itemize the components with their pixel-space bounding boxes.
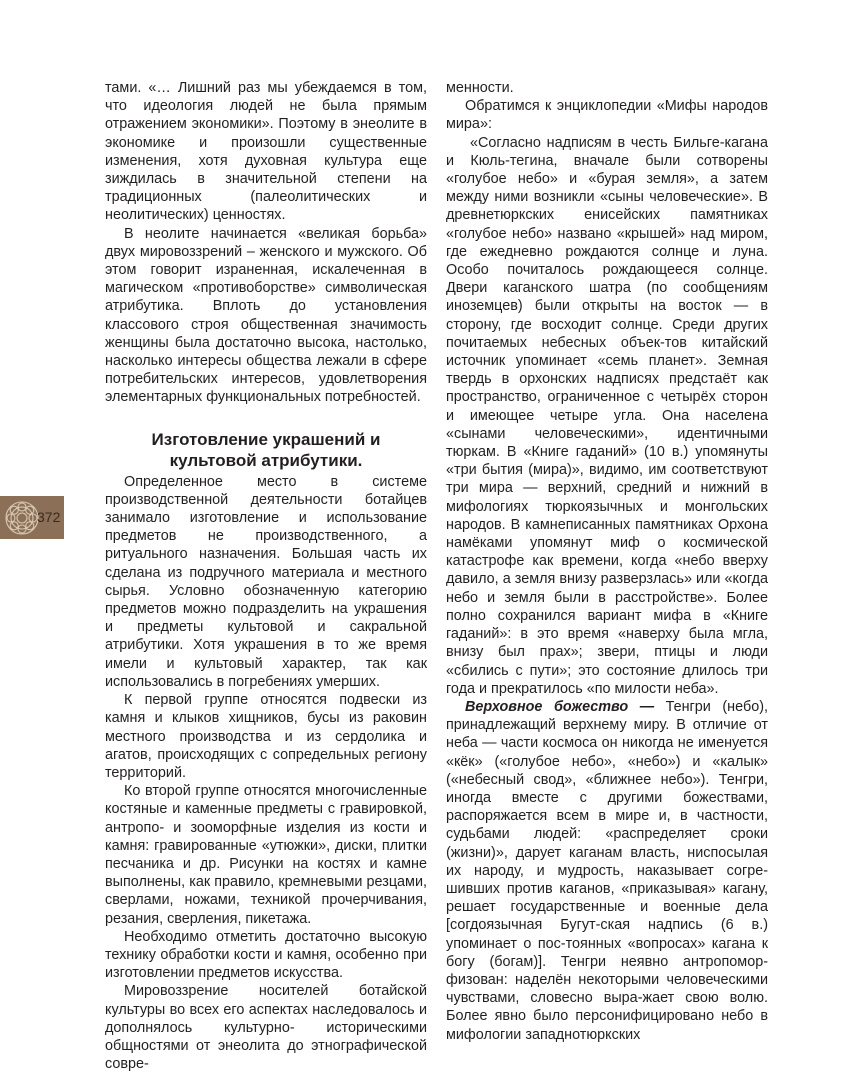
emphasis-term: Верховное божество — <box>465 698 655 715</box>
right-column <box>446 79 768 1044</box>
paragraph: тами. «… Лишний раз мы убеждаемся в том, что идеология людей не была прямым отражением экономики». Поэтому в энеолите в экономике и произошли существенные изменения, хотя духовная культура еще зиждилась в значительной степени на традиционных (палеолитических и неолитических) ценностях. <box>105 80 427 224</box>
section-heading <box>105 429 427 471</box>
left-column <box>105 79 427 1073</box>
paragraph <box>446 698 768 1044</box>
page-number: 372 <box>37 509 61 525</box>
paragraph: Определенное место в системе производственной деятельности ботайцев занимало изготовление и использование предметов не производственного, а ритуального назначения. Большая часть их сделана из подручного материала и местного сырья. Условно обозначенную категорию предметов можно подразделить на украшения и предметы культовой и сакральной атрибутики. Хотя украшения в то же время имели и культовый характер, так как использовались в погребениях умерших. <box>105 473 427 690</box>
page-number-tab <box>0 496 64 539</box>
paragraph: Ко второй группе относятся многочисленные костяные и каменные предметы с гравировкой, антропо- и зооморфные изделия из кости и камня: гравированные «утюжки», диски, плитки песчаника и др. Рисунки на костях и камне выполнены, как правило, кремневыми резцами, сверлами, ножами, техникой прочерчивания, резания, сверления, пикетажа. <box>105 783 427 927</box>
section-heading-line: культовой атрибутики. <box>169 450 363 470</box>
paragraph: К первой группе относятся подвески из камня и клыков хищников, бусы из раковин местного производства и из сердолика и агатов, происходящих с сопредельных региону территорий. <box>105 692 427 781</box>
paragraph: Необходимо отметить достаточно высокую технику обработки кости и камня, особенно при изготовлении предметов искусства. <box>105 928 427 982</box>
rosette-ornament-icon <box>4 500 40 536</box>
section-heading-line: Изготовление украшений и <box>151 429 381 449</box>
paragraph: В неолите начинается «великая борьба» двух мировоззрений – женского и мужского. Об этом говорит израненная, искалеченная в магическом «противоборстве» символическая атрибутика. Вплоть до установления классового строя общественная значимость женщины была достаточно высока, настолько, насколько интересы общества лежали в сфере потребительских интересов, удовлетворения элементарных функциональных потребностей. <box>105 225 427 406</box>
paragraph-text: Тенгри (небо), принадлежащий верхнему миру. В отличие от неба — части космоса он никогда не именуется «кёк» («голубое небо», «небо») и «калык» («небесный свод», «ближнее небо»). Тенгри, иногда вместе с другими божествами, распоряжается всем в мире и, в частности, судьбами людей: «распределяет сроки (жизни)», дарует каганам власть, ниспосылая их народу, и мудрость, наказывает согре-шивших против каганов, «приказывая» кагану, решает государственные и военные дела [согдоязычная Бугут-ская надпись (6 в.) упоминает о пос-тоянных «вопросах» кагана к богу (богам)]. Тенгри неявно антропомор-физован: наделён некоторыми человеческими чувствами, словесно выра-жает свою волю. Более явно было персонифицировано небо в мифологии западнотюркских <box>446 698 768 1043</box>
paragraph: Обратимся к энциклопедии «Мифы народов мира»: <box>446 98 768 133</box>
quote-paragraph: «Согласно надписям в честь Бильге-кагана и Кюль-тегина, вначале были сотворены «голубое небо» и «бурая земля», а затем между ними возникли «сыны человеческие». В древнетюркских енисейских памятниках «голубое небо» названо «крышей» над миром, где ежедневно рождаются солнце и луна. Особо почиталось рождающееся солнце. Двери каганского шатра (по сообщениям иноземцев) были открыты на восток — в сторону, где восходит солнце. Среди других почитаемых небесных объек-тов китайский источник упоминает «семь планет». Земная твердь в орхонских надписях предстаёт как пространство, ограниченное с четырёх сторон и имеющее четыре угла. Она населена «сынами человеческими», идентичными тюркам. В «Книге гаданий» (10 в.) упомянуты «три бытия (мира)», видимо, им соответствуют три мира — верхний, средний и нижний в мифологиях тюркоязычных и монгольских народов. В камнеписанных памятниках Орхона намёками упомянут миф о космической катастрофе как времени, когда «небо вверху давило, а земля внизу разверзлась» или «когда небо и земля были в расстройстве». Более полно сохранился вариант мифа в «Книге гаданий»: в это время «наверху была мгла, внизу был прах»; звери, птицы и люди «сбились с пути»; это состояние длилось три года и прекратилось «по милости неба». <box>446 134 768 697</box>
paragraph: менности. <box>446 80 514 96</box>
paragraph: Мировоззрение носителей ботайской культуры во всех его аспектах наследовалось и дополнялось культурно- историческими общностями от энеолита до этнографической совре- <box>105 983 427 1073</box>
